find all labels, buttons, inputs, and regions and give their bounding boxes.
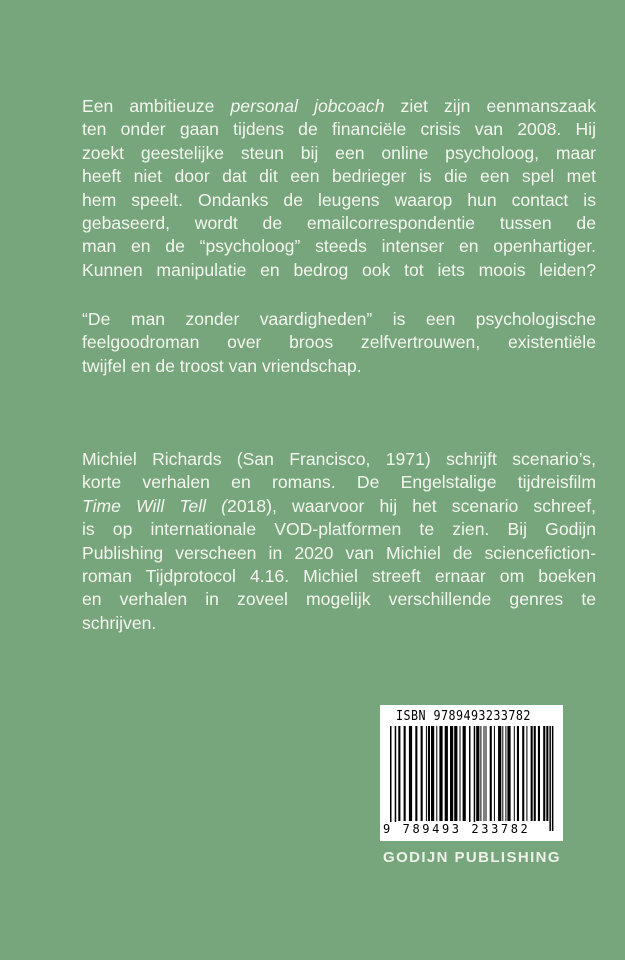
text-line: ten onder gaan tijdens de financiële crisis van 2008. Hij — [82, 119, 596, 140]
barcode-bar — [546, 726, 548, 821]
barcode-bars — [390, 726, 555, 831]
text-line: Publishing verscheen in 2020 van Michiel de sciencefiction- — [82, 542, 596, 563]
isbn-label: ISBN 9789493233782 — [396, 709, 531, 724]
barcode-bar — [526, 726, 527, 821]
barcode-bar — [415, 726, 417, 821]
barcode-bar — [484, 726, 485, 821]
barcode-bar — [549, 726, 551, 831]
barcode-bar — [398, 726, 400, 821]
text: ziet zijn eenmanszaak — [384, 96, 596, 116]
text-line: korte verhalen en romans. De Engelstalige tijdreisfilm — [82, 472, 596, 493]
barcode-bar — [428, 726, 430, 821]
barcode-bar — [507, 726, 510, 821]
barcode-bar — [494, 726, 495, 821]
barcode-bar — [522, 726, 524, 821]
barcode-bar — [436, 726, 437, 821]
text-line: roman Tijdprotocol 4.16. Michiel streeft ernaar om boeken — [82, 566, 596, 587]
author-bio — [82, 448, 596, 635]
text-line: Kunnen manipulatie en bedrog ook tot iets moois leiden? — [82, 259, 596, 280]
isbn-barcode — [380, 705, 563, 841]
barcode-bar — [439, 726, 442, 821]
barcode-bar — [469, 726, 471, 831]
barcode-bar — [490, 726, 492, 821]
text-line: en verhalen in zoveel mogelijk verschillende genres te — [82, 589, 596, 610]
barcode-bar — [538, 726, 540, 821]
publisher-name: GODIJN PUBLISHING — [383, 849, 561, 866]
barcode-digits: 9 789493 233782 — [383, 822, 531, 836]
text-line: is op internationale VOD-platformen te zien. Bij Godijn — [82, 519, 596, 540]
blurb-paragraph-2 — [82, 308, 596, 378]
text-line: gebaseerd, wordt de emailcorrespondentie tussen de — [82, 213, 596, 234]
italic-text: Time Will Tell ( — [82, 495, 228, 516]
barcode-bar — [450, 726, 453, 821]
barcode-bar — [445, 726, 448, 821]
barcode-bar — [426, 726, 427, 821]
barcode-bar — [486, 726, 487, 821]
barcode-bar — [480, 726, 481, 821]
text-line: heeft niet door dat dit een bedrieger is die een spel met — [82, 166, 596, 187]
barcode-bar — [531, 726, 533, 821]
barcode-bar — [474, 726, 476, 831]
text-line: “De man zonder vaardigheden” is een psychologische — [82, 309, 596, 329]
barcode-bar — [409, 726, 412, 821]
barcode-bar — [543, 726, 545, 821]
text: Een ambitieuze — [82, 96, 231, 116]
text-line — [82, 95, 596, 118]
text-line: hem speelt. Ondanks de leugens waarop hun contact is — [82, 189, 596, 210]
italic-text: personal jobcoach — [230, 96, 385, 116]
barcode-bar — [390, 726, 392, 831]
barcode-bar — [517, 726, 519, 821]
barcode-bar — [498, 726, 501, 821]
text-line: man en de “psycholoog” steeds intenser en openhartiger. — [82, 236, 596, 257]
barcode-bar — [505, 726, 506, 821]
blurb-paragraph-1 — [82, 95, 596, 282]
text: 2018), waarvoor hij het scenario schreef, — [227, 495, 596, 516]
barcode-bar — [514, 726, 515, 821]
barcode-bar — [421, 726, 423, 821]
barcode-bar — [395, 726, 397, 831]
barcode-bar — [476, 726, 479, 821]
barcode-bar — [463, 726, 466, 821]
text-line: schrijven. — [82, 612, 157, 633]
barcode-bar — [460, 726, 461, 821]
text-line: twijfel en de troost van vriendschap. — [82, 355, 362, 376]
barcode-bar — [404, 726, 406, 821]
barcode-bar — [502, 726, 503, 821]
barcode-bar — [552, 726, 554, 831]
text-line — [82, 495, 596, 518]
text-line: zoekt geestelijke steun bij een online psycholoog, maar — [82, 142, 596, 163]
barcode-bar — [454, 726, 457, 821]
text-line: Michiel Richards (San Francisco, 1971) schrijft scenario’s, — [82, 449, 596, 469]
barcode-bar — [431, 726, 434, 821]
barcode-bar — [534, 726, 536, 821]
text-line: feelgoodroman over broos zelfvertrouwen, existentiële — [82, 332, 596, 353]
